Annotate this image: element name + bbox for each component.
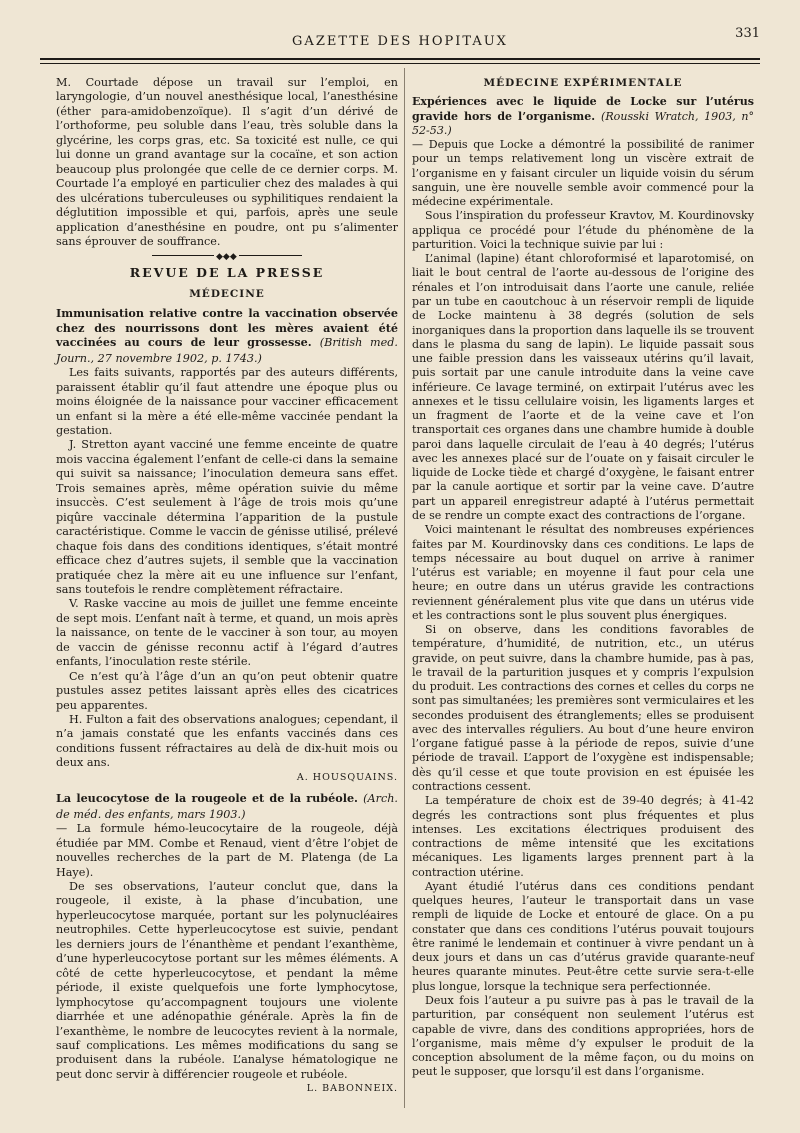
paragraph: La température de choix est de 39-40 degrés; à 41-42 degrés les contractions sont plus fréquentes et plus intenses. Les excitations électriques produisent des contractions de même intensité que les excitations mécaniques. Les ligaments larges prennent part à la contraction utérine. [412, 794, 754, 879]
article-source: (Rousski Wratch, 1903, n° 52-53.) [412, 109, 754, 137]
section-title-revue: REVUE DE LA PRESSE [129, 265, 325, 281]
signature-housquains: A. HOUSQUAINS. [296, 771, 398, 783]
subsection-title-medecine: MÉDECINE [189, 287, 265, 300]
article-title-text: La leucocytose de la rougeole et de la rubéole. [56, 791, 358, 806]
paragraph: Sous l’inspiration du professeur Kravtov, M. Kourdinovsky appliqua ce procédé pour l’étude du phénomène de la parturition. Voici la technique suivie par lui : [412, 209, 754, 251]
paragraph: — La formule hémo-leucocytaire de la rougeole, déjà étudiée par MM. Combe et Renaud, vient d’être l’objet de nouvelles recherches de la part de M. Platenga (de La Haye). [56, 822, 398, 879]
left-column [56, 76, 398, 1097]
section-title-medecine-experimentale: MÉDECINE EXPÉRIMENTALE [483, 77, 683, 89]
article-title-text: Expériences avec le liquide de Locke sur l’utérus gravide hors de l’organisme. [412, 95, 754, 123]
article-source: (British med. Journ., 27 novembre 1902, p. 1743.) [56, 336, 398, 365]
column-divider [404, 68, 405, 1108]
paragraph: Deux fois l’auteur a pu suivre pas à pas le travail de la parturition, par conséquent non seulement l’utérus est capable de vivre, dans des conditions appropriées, hors de l’organisme, mais même d’y expulser le produit de la conception absolument de la même façon, ou du moins on peut le supposer, que lorsqu’il est dans l’organisme. [412, 994, 754, 1079]
journal-title: GAZETTE DES HOPITAUX [292, 34, 508, 49]
header-rule-thin [40, 63, 760, 64]
paragraph: — Depuis que Locke a démontré la possibilité de ranimer pour un temps relativement long un viscère extrait de l’organisme en y faisant circuler un liquide voisin du sérum sanguin, une ère nouvelle semble avoir commencé pour la médecine expérimentale. [412, 138, 754, 209]
page-header [40, 22, 760, 70]
paragraph: V. Raske vaccine au mois de juillet une femme enceinte de sept mois. L’enfant naît à terme, et quand, un mois après la naissance, on tente de le vacciner à son tour, au moyen de vaccin de génisse reconnu actif à l’égard d’autres enfants, l’inoculation reste stérile. [56, 597, 398, 669]
article-source: (Arch. de méd. des enfants, mars 1903.) [56, 792, 398, 821]
page-number: 331 [735, 26, 760, 41]
signature-babonneix: L. BABONNEIX. [306, 1083, 398, 1095]
header-rule-thick [40, 58, 760, 60]
paragraph: Voici maintenant le résultat des nombreuses expériences faites par M. Kourdinovsky dans ces conditions. Le laps de temps nécessaire au bout duquel on arrive à ranimer l’utérus est variable; en moyenne il faut pour cela une heure; en outre dans un utérus gravide les contractions reviennent généralement plus vite que dans un utérus vide et les contractions sont le plus souvent plus énergiques. [412, 523, 754, 622]
article-title-text: Immunisation relative contre la vaccination observée chez des nourrissons dont les mères avaient été vaccinées au cours de leur grossesse. [56, 306, 398, 350]
paragraph: Ce n’est qu’à l’âge d’un an qu’on peut obtenir quatre pustules assez petites laissant après elles des cicatrices peu apparentes. [56, 669, 398, 712]
intro-paragraph: M. Courtade dépose un travail sur l’emploi, en laryngologie, d’un nouvel anesthésique local, l’anesthésine (éther para-amidobenzoïque). Il s’agit d’un dérivé de l’orthoforme, peu soluble dans l’eau, très soluble dans la glycérine, les corps gras, etc. Sa toxicité est nulle, ce qui lui donne un grand avantage sur la cocaïne, et son action beaucoup plus prolongée que celle de ce dernier corps. M. Courtade l’a employé en particulier chez des malades à qui des ulcérations tuberculeuses ou syphilitiques rendaient la déglutition impossible et qui, parfois, après une seule application d’anesthésine en poudre, ont pu s’alimenter sans éprouver de souffrance. [56, 76, 398, 248]
paragraph: J. Stretton ayant vacciné une femme enceinte de quatre mois vaccina également l’enfant de celle-ci dans la semaine qui suivit sa naissance; l’inoculation demeura sans effet. Trois semaines après, même opération suivie du même insuccès. C’est seulement à l’âge de trois mois qu’une piqûre vaccinale détermina l’apparition de la pustule caractéristique. Comme le vaccin de génisse utilisé, prélevé chaque fois dans des conditions identiques, s’était montré efficace chez d’autres sujets, il semble que la vaccination pratiquée chez la mère ait eu une influence sur l’enfant, sans toutefois le rendre complètement réfractaire. [56, 438, 398, 596]
section-ornament: ◆◆◆ [152, 255, 302, 256]
paragraph: L’animal (lapine) étant chloroformisé et laparotomisé, on liait le bout central de l’aorte au-dessous de l’origine des rénales et l’on introduisait dans l’aorte une canule, reliée par un tube en caoutchouc à un réservoir rempli de liquide de Locke maintenu à 38 degrés (solution de sels inorganiques dans la proportion dans laquelle ils se trouvent dans le plasma du sang de lapin). Le liquide passait sous une faible pression dans les vaisseaux utérins qu’il lavait, puis sortait par une canule introduite dans la veine cave inférieure. Ce lavage terminé, on extirpait l’utérus avec les annexes et le tissu cellulaire voisin, les ligaments larges et un fragment de l’aorte et de la veine cave et l’on transportait ces organes dans une chambre humide à double paroi dans laquelle circulait de l’eau à 40 degrés; l’utérus avec les annexes placé sur de l’ouate on y faisait circuler le liquide de Locke tiède et chargé d’oxygène, le faisant entrer par la canule aortique et sortir par la veine cave. D’autre part un appareil enregistreur adapté à l’utérus permettait de se rendre un compte exact des contractions de l’organe. [412, 252, 754, 522]
right-column [412, 76, 754, 1080]
article-title-locke [412, 95, 754, 138]
paragraph: H. Fulton a fait des observations analogues; cependant, il n’a jamais constaté que les enfants vaccinés dans ces conditions fussent réfractaires au delà de dix-huit mois ou deux ans. [56, 713, 398, 770]
paragraph: De ses observations, l’auteur conclut que, dans la rougeole, il existe, à la phase d’incubation, une hyperleucocytose marquée, portant sur les polynucléaires neutrophiles. Cette hyperleucocytose est suivie, pendant les derniers jours de l’énanthème et pendant l’exanthème, d’une hyperleucocytose portant sur les mêmes éléments. A côté de cette hyperleucocytose, et pendant la même période, il existe quelquefois une forte lymphocytose, lymphocytose qu’accompagnent toujours une violente diarrhée et une adénopathie générale. Après la fin de l’exanthème, le nombre de leucocytes revient à la normale, sauf complications. Les mêmes modifications du sang se produisent dans la rubéole. L’analyse hématologique ne peut donc servir à différencier rougeole et rubéole. [56, 880, 398, 1081]
article-title-leucocytose [56, 791, 398, 822]
paragraph: Les faits suivants, rapportés par des auteurs différents, paraissent établir qu’il faut attendre une époque plus ou moins éloignée de la naissance pour vacciner efficacement un enfant si la mère a été elle-même vaccinée pendant la gestation. [56, 366, 398, 437]
article-title-immunisation [56, 306, 398, 366]
paragraph: Ayant étudié l’utérus dans ces conditions pendant quelques heures, l’auteur le transportait dans un vase rempli de liquide de Locke et entouré de glace. On a pu constater que dans ces conditions l’utérus pouvait toujours être ranimé le lendemain et continuer à vivre pendant un à deux jours et dans un cas d’utérus gravide quarante-neuf heures quarante minutes. Peut-être cette survie sera-t-elle plus longue, lorsque la technique sera perfectionnée. [412, 879, 754, 993]
paragraph: Si on observe, dans les conditions favorables de température, d’humidité, de nutrition, etc., un utérus gravide, on peut suivre, dans la chambre humide, pas à pas, le travail de la parturition jusques et y compris l’expulsion du produit. Les contractions des cornes et celles du corps ne sont pas simultanées; les premières sont vermiculaires et les secondes produisent des étranglements; elles se produisent avec des intervalles réguliers. Au bout d’une heure environ l’organe fatigué passe à la période de repos, suivie d’une période de travail. L’apport de l’oxygène est indispensable; dès qu’il cesse et que toute provision en est épuisée les contractions cessent. [412, 623, 754, 794]
